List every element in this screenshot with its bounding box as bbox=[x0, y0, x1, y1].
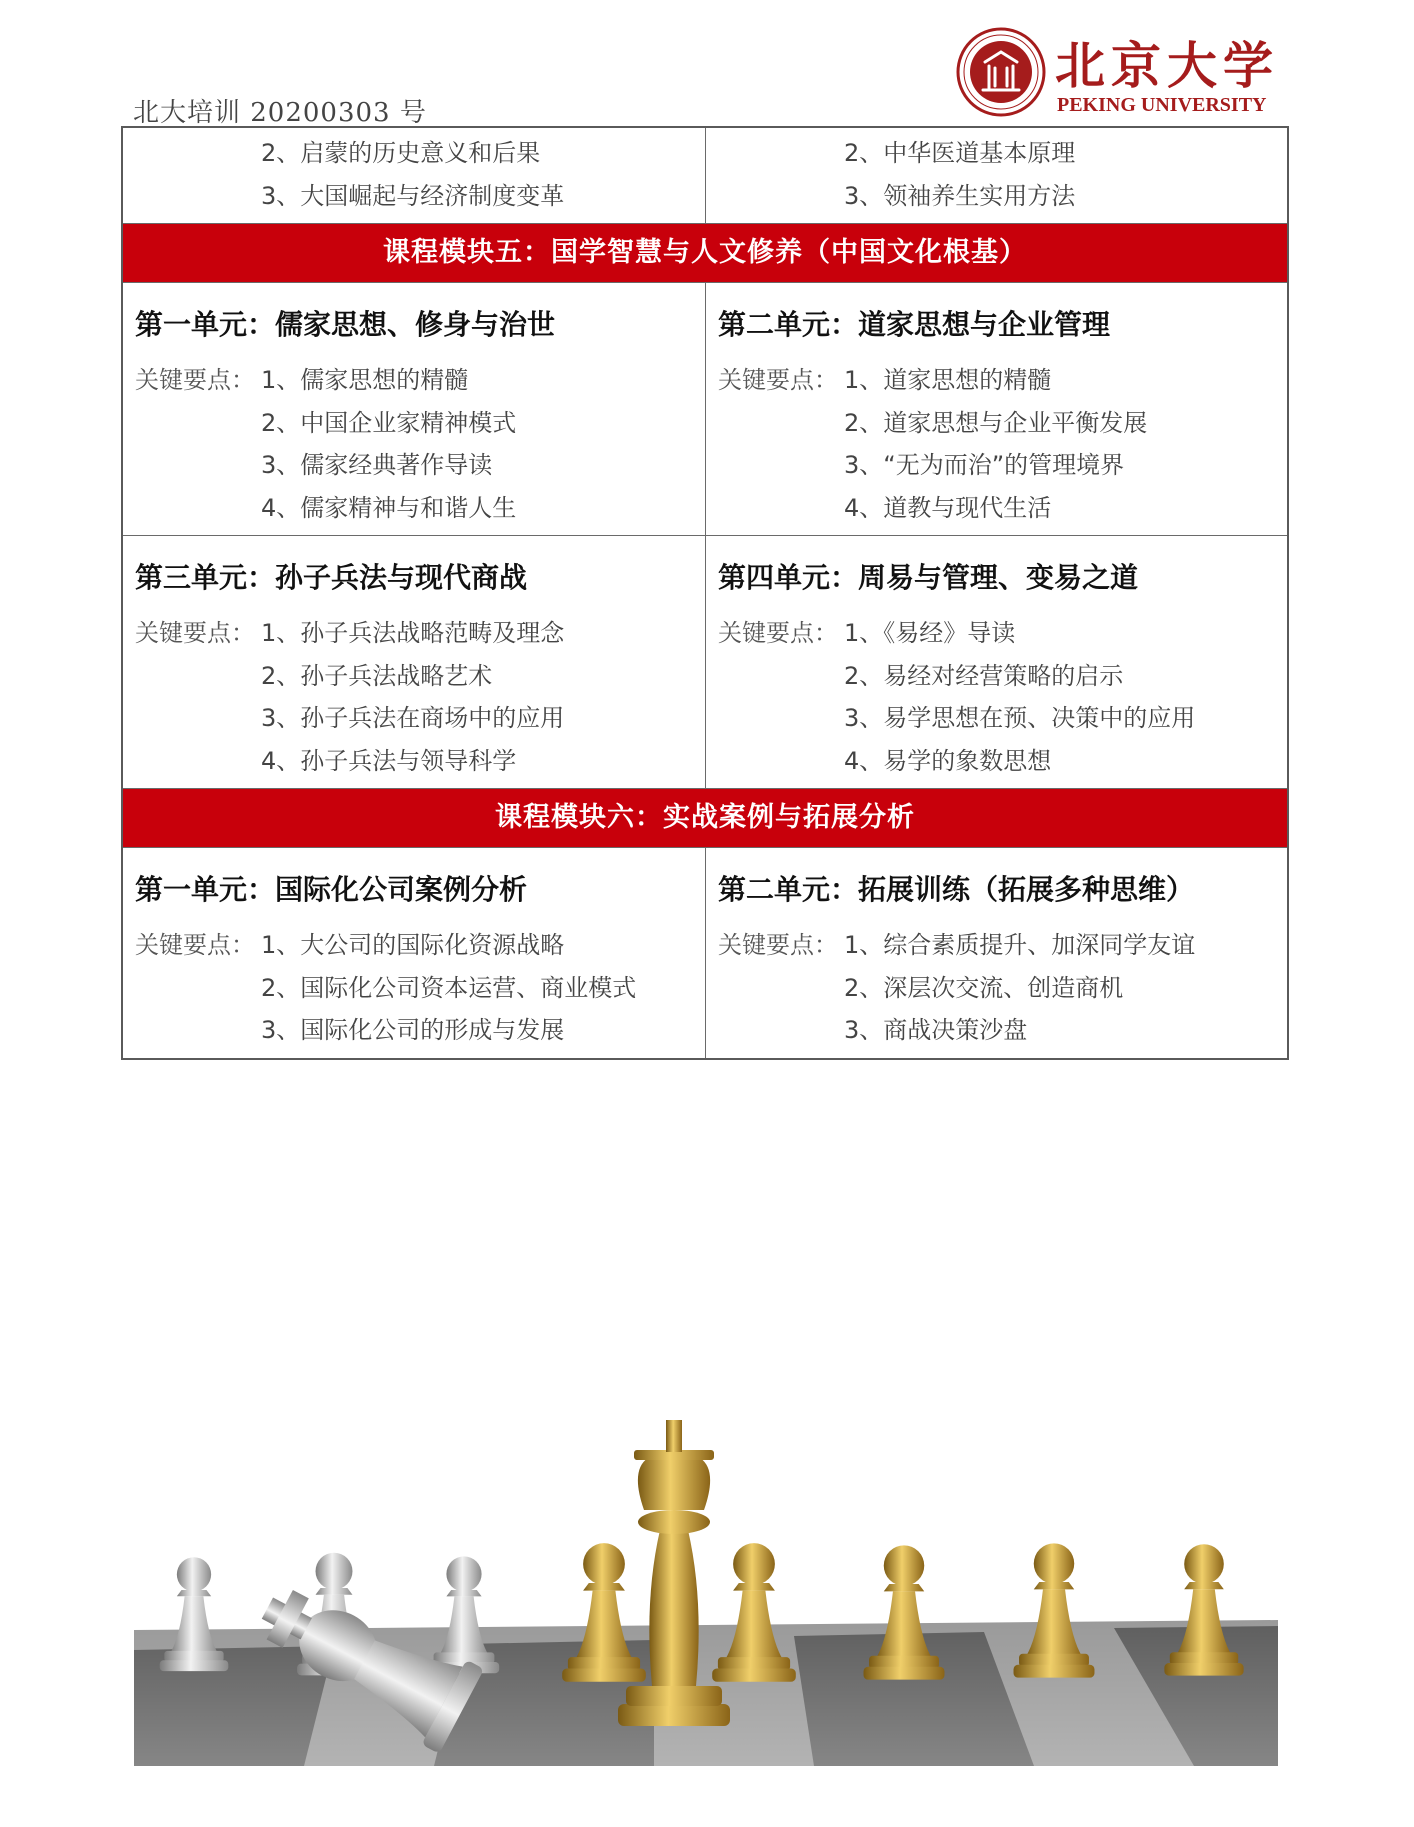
point-item: 2、易经对经营策略的启示 bbox=[844, 661, 1124, 690]
unit-cell bbox=[705, 283, 1287, 535]
point-item: 3、儒家经典著作导读 bbox=[261, 451, 493, 479]
unit-title: 第一单元：儒家思想、修身与治世 bbox=[135, 308, 556, 341]
unit-cell bbox=[705, 848, 1287, 1058]
unit-cell bbox=[123, 536, 705, 788]
key-points-label: 关键要点： bbox=[718, 931, 838, 959]
unit-title: 第二单元：道家思想与企业管理 bbox=[718, 308, 1111, 341]
point-item: 2、启蒙的历史意义和后果 bbox=[261, 139, 541, 167]
point-item: 2、国际化公司资本运营、商业模式 bbox=[261, 973, 637, 1002]
unit-title: 第二单元：拓展训练（拓展多种思维） bbox=[718, 873, 1195, 906]
point-item: 3、易学思想在预、决策中的应用 bbox=[844, 704, 1196, 732]
unit-title: 第一单元：国际化公司案例分析 bbox=[135, 873, 528, 906]
unit-cell bbox=[123, 848, 705, 1058]
module-five-header: 课程模块五：国学智慧与人文修养（中国文化根基） bbox=[123, 223, 1287, 282]
key-points-label: 关键要点： bbox=[135, 366, 255, 394]
course-table bbox=[121, 126, 1289, 1060]
point-item: 3、商战决策沙盘 bbox=[844, 1016, 1028, 1044]
unit-row bbox=[123, 847, 1287, 1058]
point-item: 4、儒家精神与和谐人生 bbox=[261, 493, 517, 522]
point-item: 4、道教与现代生活 bbox=[844, 493, 1052, 522]
key-points-label: 关键要点： bbox=[135, 931, 255, 959]
unit-cell bbox=[705, 536, 1287, 788]
module-six-header: 课程模块六：实战案例与拓展分析 bbox=[123, 788, 1287, 847]
logo-chinese-wordmark: 北京大学 bbox=[1055, 36, 1279, 95]
document-number: 北大培训 20200303 号 bbox=[133, 98, 427, 128]
point-item: 3、“无为而治”的管理境界 bbox=[844, 451, 1125, 479]
point-item: 3、国际化公司的形成与发展 bbox=[261, 1016, 565, 1044]
point-item: 3、孙子兵法在商场中的应用 bbox=[261, 704, 565, 732]
logo-english-wordmark: PEKING UNIVERSITY bbox=[1057, 94, 1267, 116]
point-item: 1、道家思想的精髓 bbox=[844, 366, 1052, 394]
point-item: 3、大国崛起与经济制度变革 bbox=[261, 181, 565, 210]
continuation-left bbox=[123, 128, 705, 223]
point-item: 4、孙子兵法与领导科学 bbox=[261, 746, 517, 775]
point-item: 4、易学的象数思想 bbox=[844, 746, 1052, 775]
chess-pieces-illustration bbox=[134, 1420, 1278, 1766]
point-item: 3、领袖养生实用方法 bbox=[844, 181, 1076, 210]
continuation-right bbox=[705, 128, 1287, 223]
key-points-label: 关键要点： bbox=[135, 619, 255, 647]
point-item: 2、中华医道基本原理 bbox=[844, 139, 1076, 167]
unit-title: 第四单元：周易与管理、变易之道 bbox=[718, 561, 1139, 594]
point-item: 1、大公司的国际化资源战略 bbox=[261, 931, 565, 959]
point-item: 2、深层次交流、创造商机 bbox=[844, 973, 1124, 1002]
unit-title: 第三单元：孙子兵法与现代商战 bbox=[135, 561, 528, 594]
point-item: 1、综合素质提升、加深同学友谊 bbox=[844, 931, 1196, 959]
point-item: 2、中国企业家精神模式 bbox=[261, 408, 517, 437]
unit-row bbox=[123, 282, 1287, 535]
university-seal-icon bbox=[955, 26, 1047, 118]
point-item: 2、道家思想与企业平衡发展 bbox=[844, 408, 1148, 437]
point-item: 1、孙子兵法战略范畴及理念 bbox=[261, 619, 565, 647]
unit-cell bbox=[123, 283, 705, 535]
continuation-row bbox=[123, 128, 1287, 223]
point-item: 1、儒家思想的精髓 bbox=[261, 366, 469, 394]
peking-university-logo bbox=[955, 20, 1279, 120]
key-points-label: 关键要点： bbox=[718, 366, 838, 394]
point-item: 1、《易经》导读 bbox=[844, 619, 1016, 647]
point-item: 2、孙子兵法战略艺术 bbox=[261, 661, 493, 690]
unit-row bbox=[123, 535, 1287, 788]
key-points-label: 关键要点： bbox=[718, 619, 838, 647]
